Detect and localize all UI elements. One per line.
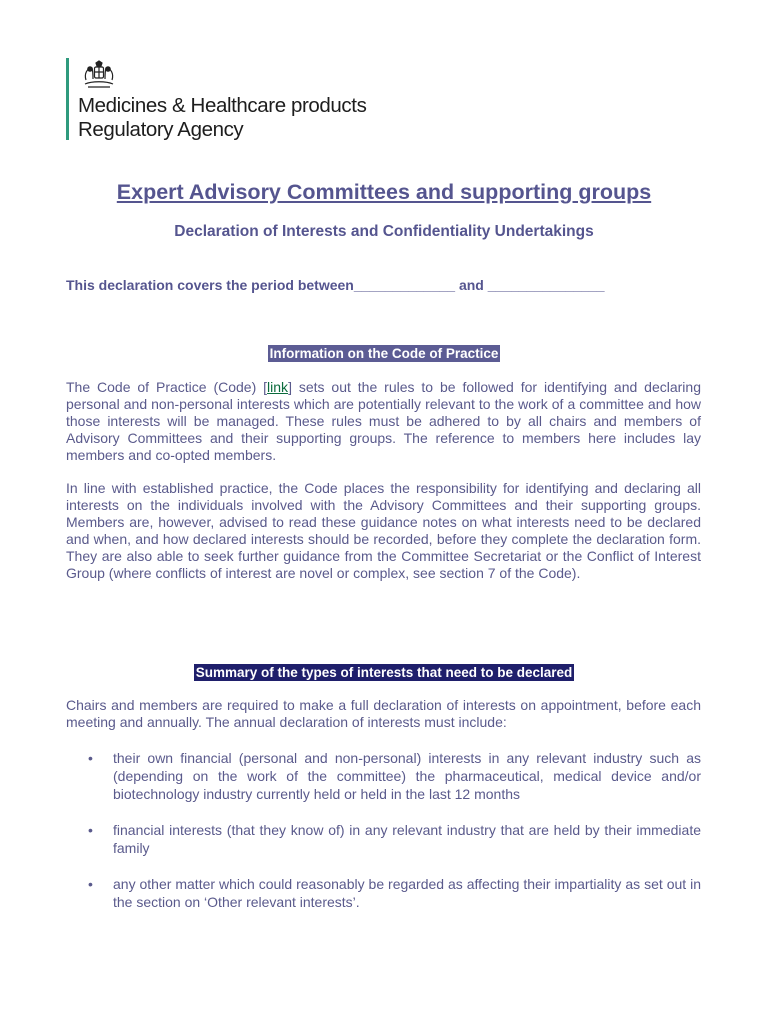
agency-name [78, 94, 366, 142]
logo-accent-bar [66, 58, 69, 140]
list-item-text: financial interests (that they know of) in any relevant industry that are held by their immediate family [113, 822, 701, 856]
section-heading-text: Summary of the types of interests that need to be declared [195, 665, 573, 680]
bullet-icon: • [88, 876, 93, 892]
bullet-icon: • [88, 750, 93, 766]
declaration-period: This declaration covers the period between_____________ and _______________ [66, 277, 605, 293]
code-of-practice-link[interactable]: link [267, 379, 289, 395]
paragraph-established-practice: In line with established practice, the Code places the responsibility for identifying and declaring all interests on the individuals involved with the Advisory Committees and their supporting groups. Members are, however, advised to read these guidance notes on what interests need to be declared and when, and how declared interests should be recorded, before they complete the declaration form. They are also able to seek further guidance from the Committee Secretariat or the Conflict of Interest Group (where conflicts of interest are novel or complex, see section 7 of the Code). [66, 480, 701, 581]
document-subtitle: Declaration of Interests and Confidentiality Undertakings [174, 223, 594, 240]
bullet-icon: • [88, 822, 93, 838]
section-heading-text: Information on the Code of Practice [269, 346, 499, 361]
para-text-before-link: The Code of Practice (Code) [ [66, 379, 268, 395]
list-item-text: any other matter which could reasonably be regarded as affecting their impartiality as set out in the section on ‘Other relevant interests’. [113, 876, 701, 910]
list-item-text: their own financial (personal and non-personal) interests in any relevant industry such as (depending on the work of the committee) the pharmaceutical, medical device and/or biotechnology industry currently held or held in the last 12 months [113, 750, 701, 802]
list-item [66, 749, 701, 803]
agency-name-line2: Regulatory Agency [78, 118, 244, 141]
list-item [66, 875, 701, 911]
paragraph-code-of-practice [66, 379, 701, 464]
agency-name-line1: Medicines & Healthcare products [78, 94, 367, 117]
section-heading-types-of-interests [0, 664, 768, 682]
royal-coat-of-arms-icon [80, 60, 118, 90]
section-heading-code-of-practice [0, 345, 768, 363]
para-text-after-link: ] sets out the rules to be followed for identifying and declaring personal and non-personal interests which are potentially relevant to the work of a committee and how those interests will be managed. These rules must be adhered to by all chairs and members of Advisory Committees and their supporting groups. The reference to members here includes lay members and co-opted members. [66, 379, 701, 463]
interests-bullet-list [66, 749, 701, 929]
document-title: Expert Advisory Committees and supporting groups [116, 180, 652, 204]
paragraph-declaration-requirements: Chairs and members are required to make a full declaration of interests on appointment, before each meeting and annually. The annual declaration of interests must include: [66, 697, 701, 730]
list-item [66, 821, 701, 857]
